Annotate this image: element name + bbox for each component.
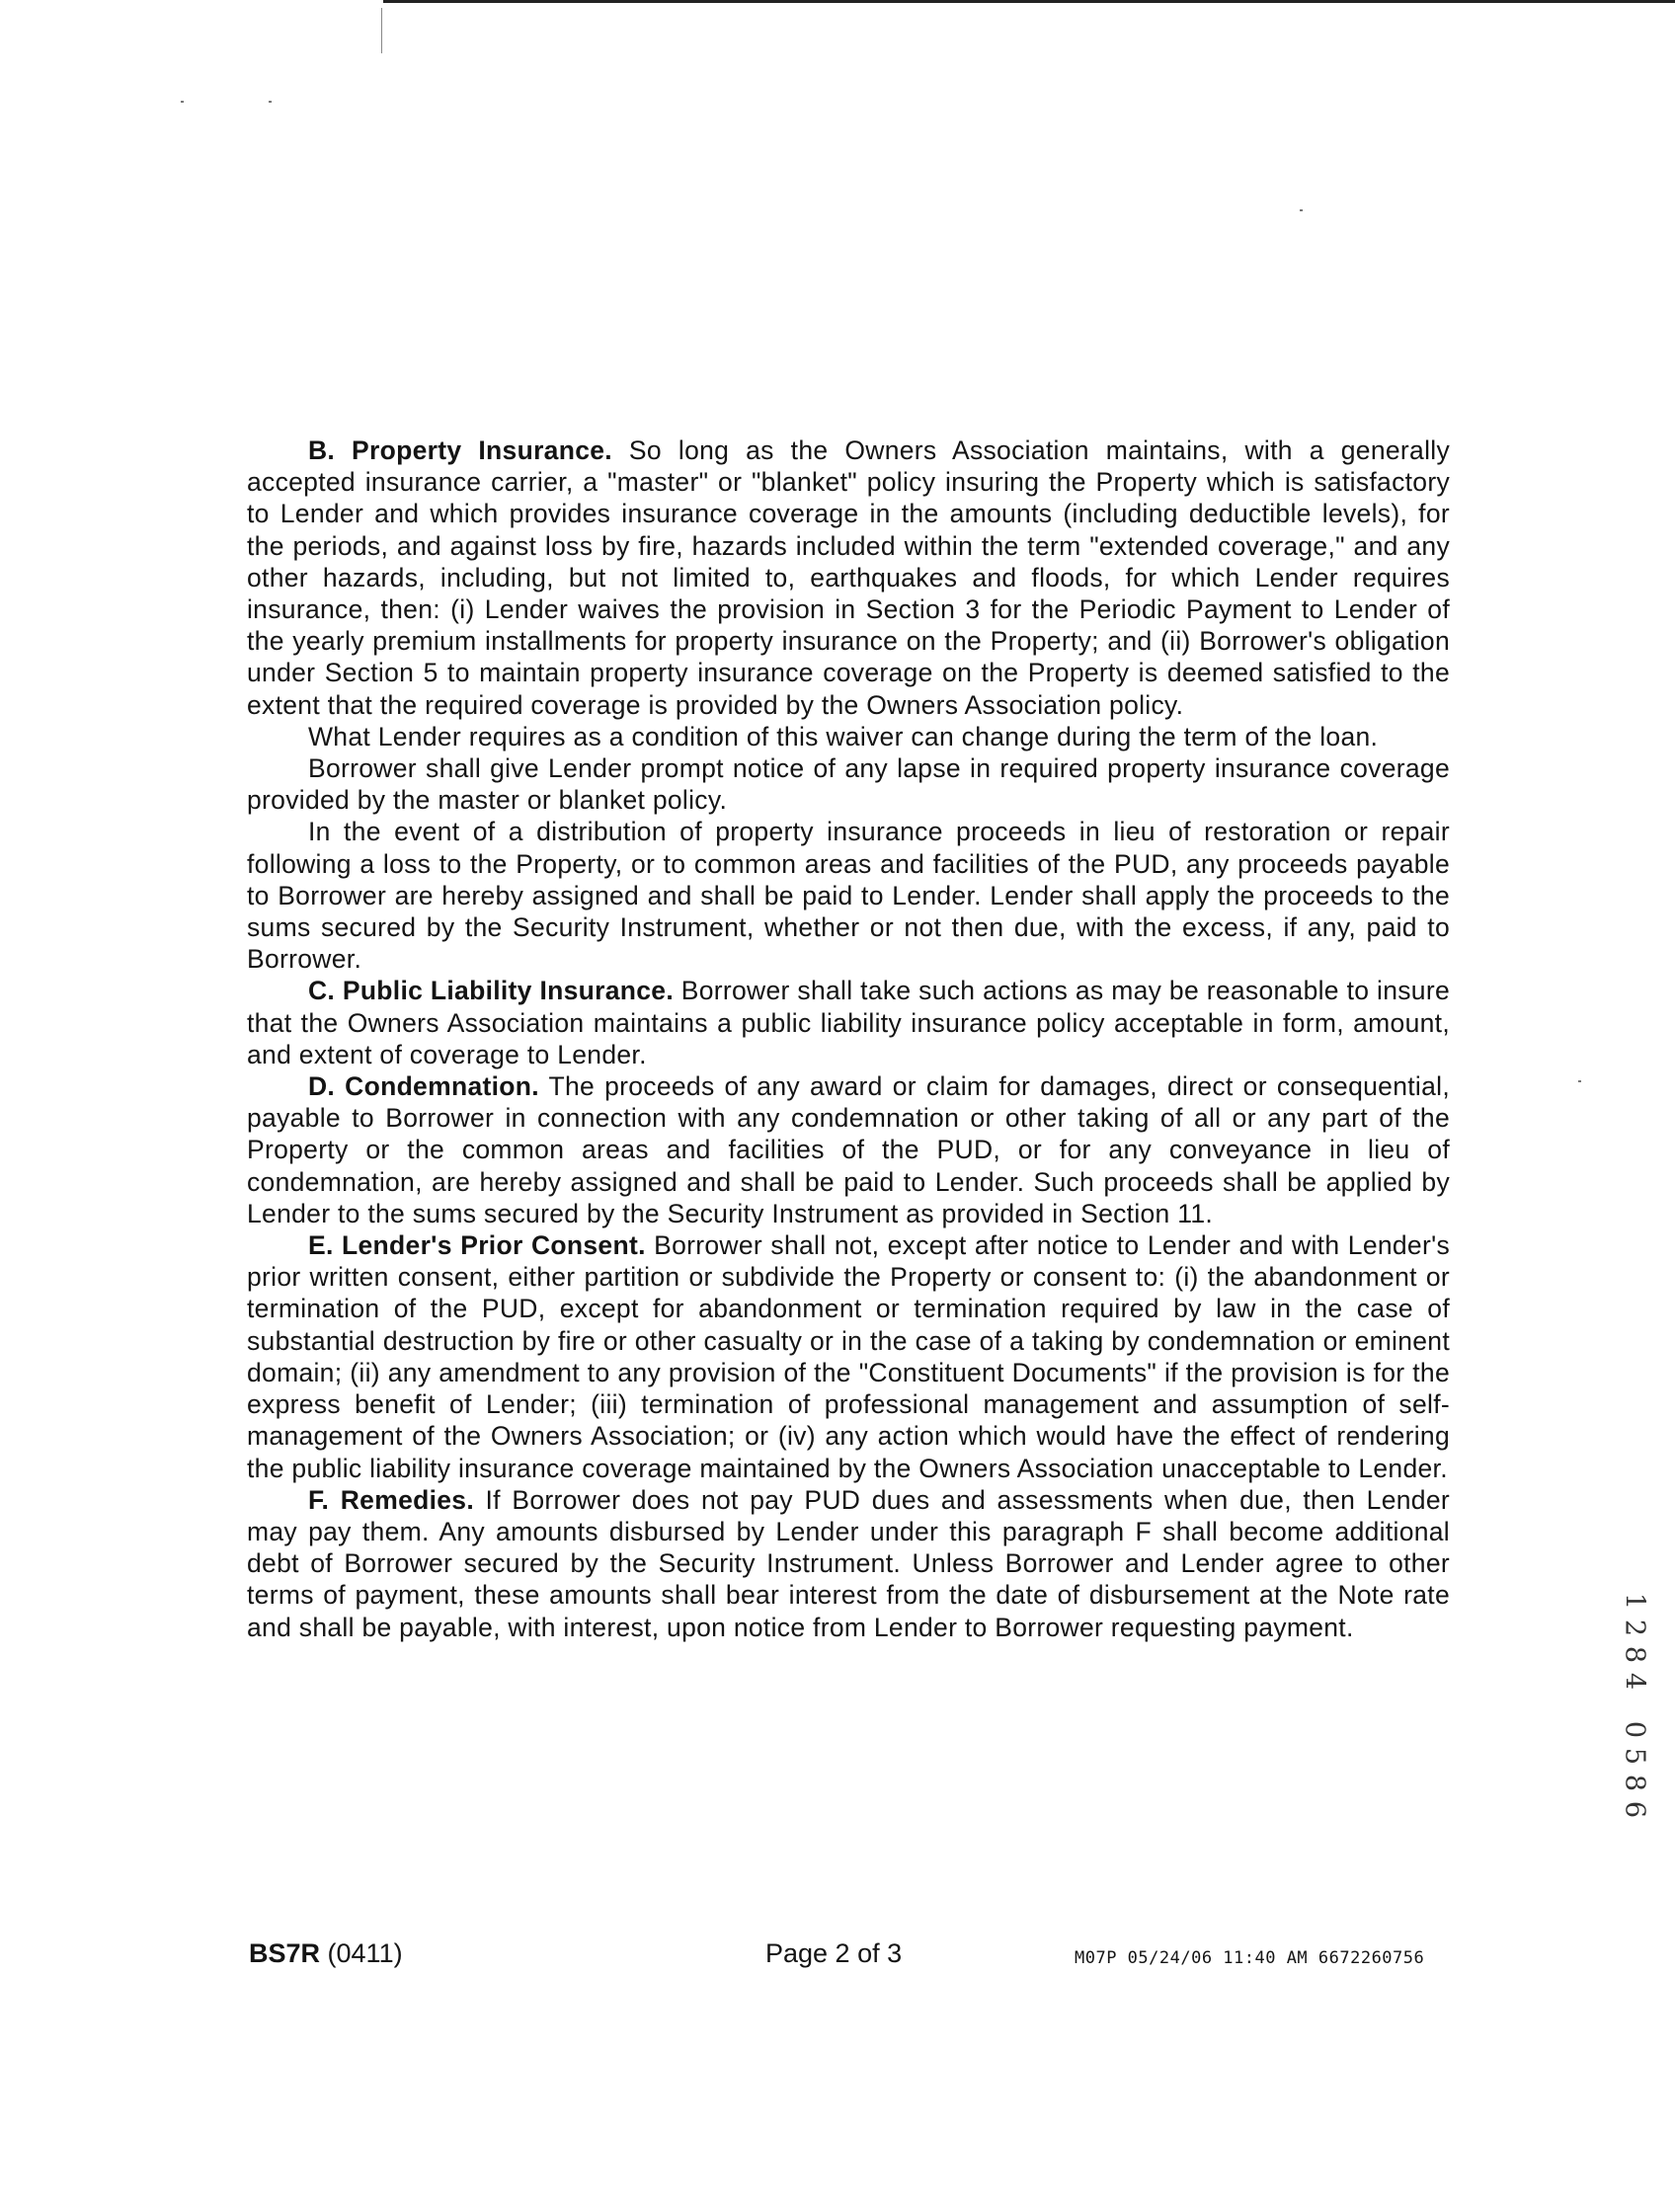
section-d-heading: D. Condemnation. (308, 1071, 539, 1102)
side-digit: 1 (1619, 1592, 1650, 1611)
section-d-text: The proceeds of any award or claim for damages, direct or consequential, payable to Borrower in connection with any condemnation or other taking of all or any part of the Property or the common areas and facilities of the PUD, or for any conveyance in lieu of condemnation, are hereby assigned and shall be paid to Lender. Such proceeds shall be applied by Lender to the sums secured by the Security Instrument as provided in Section 11. (247, 1071, 1450, 1228)
document-body (247, 434, 1450, 1643)
side-document-number (1618, 1588, 1651, 1823)
section-e-heading: E. Lender's Prior Consent. (308, 1230, 646, 1261)
section-b-paragraph (247, 434, 1450, 721)
fax-stamp: M07P 05/24/06 11:40 AM 6672260756 (1075, 1948, 1425, 1968)
form-code (249, 1937, 403, 1969)
section-c-heading: C. Public Liability Insurance. (308, 976, 675, 1006)
side-digit: 0 (1619, 1720, 1650, 1739)
section-b-heading: B. Property Insurance. (308, 435, 612, 465)
side-digit: 8 (1619, 1774, 1650, 1792)
side-digit: 6 (1619, 1800, 1650, 1819)
section-d-paragraph (247, 1070, 1450, 1229)
section-b-text: So long as the Owners Association maintains, with a generally accepted insurance carrier, a "master" or "blanket" policy insuring the Property which is satisfactory to Lender and which provides insurance coverage in the amounts (including deductible levels), for the periods, and against loss by fire, hazards included within the term "extended coverage," and any other hazards, including, but not limited to, earthquakes and floods, for which Lender requires insurance, then: (i) Lender waives the provision in Section 3 for the Periodic Payment to Lender of the yearly premium installments for property insurance on the Property; and (ii) Borrower's obligation under Section 5 to maintain property insurance coverage on the Property is deemed satisfied to the extent that the required coverage is provided by the Owners Association policy. (247, 435, 1450, 720)
lapse-notice-paragraph: Borrower shall give Lender prompt notice of any lapse in required property insurance coverage provided by the master or blanket policy. (247, 753, 1450, 816)
section-e-paragraph (247, 1229, 1450, 1484)
section-f-paragraph (247, 1484, 1450, 1643)
scan-tick-mark (381, 8, 382, 53)
section-e-text: Borrower shall not, except after notice to Lender and with Lender's prior written consent, either partition or subdivide the Property or consent to: (i) the abandonment or termination of the PUD, except for abandonment or termination required by law in the case of substantial destruction by fire or other casualty or in the case of a taking by condemnation or eminent domain; (ii) any amendment to any provision of the "Constituent Documents" if the provision is for the express benefit of Lender; (iii) termination of professional management and assumption of self-management of the Owners Association; or (iv) any action which would have the effect of rendering the public liability insurance coverage maintained by the Owners Association unacceptable to Lender. (247, 1230, 1450, 1483)
distribution-paragraph: In the event of a distribution of property insurance proceeds in lieu of restoration or repair following a loss to the Property, or to common areas and facilities of the PUD, any proceeds payable to Borrower are hereby assigned and shall be paid to Lender. Lender shall apply the proceeds to the sums secured by the Security Instrument, whether or not then due, with the excess, if any, paid to Borrower. (247, 817, 1450, 975)
side-digit: 5 (1619, 1747, 1650, 1766)
scan-speck (269, 101, 272, 103)
scan-speck (1578, 1080, 1581, 1082)
side-digit: 8 (1619, 1645, 1650, 1664)
side-digit: 4 (1619, 1672, 1650, 1691)
waiver-paragraph: What Lender requires as a condition of this waiver can change during the term of the loan. (308, 721, 1379, 751)
scan-speck (181, 101, 184, 103)
top-rule (383, 0, 1675, 3)
section-c-paragraph (247, 975, 1450, 1070)
section-f-text: If Borrower does not pay PUD dues and assessments when due, then Lender may pay them. Any amounts disbursed by Lender under this paragraph F shall become additional debt of Borrower secured by the Security Instrument. Unless Borrower and Lender agree to other terms of payment, these amounts shall bear interest from the date of disbursement at the Note rate and shall be payable, with interest, upon notice from Lender to Borrower requesting payment. (247, 1484, 1450, 1642)
side-digit: 2 (1619, 1619, 1650, 1637)
form-code-version: (0411) (320, 1938, 403, 1968)
section-c-text: Borrower shall take such actions as may be reasonable to insure that the Owners Association maintains a public liability insurance policy acceptable in form, amount, and extent of coverage to Lender. (247, 976, 1451, 1069)
section-f-heading: F. Remedies. (308, 1484, 474, 1515)
scan-speck (1300, 209, 1303, 211)
page-number: Page 2 of 3 (765, 1938, 903, 1968)
form-code-name: BS7R (249, 1938, 321, 1968)
